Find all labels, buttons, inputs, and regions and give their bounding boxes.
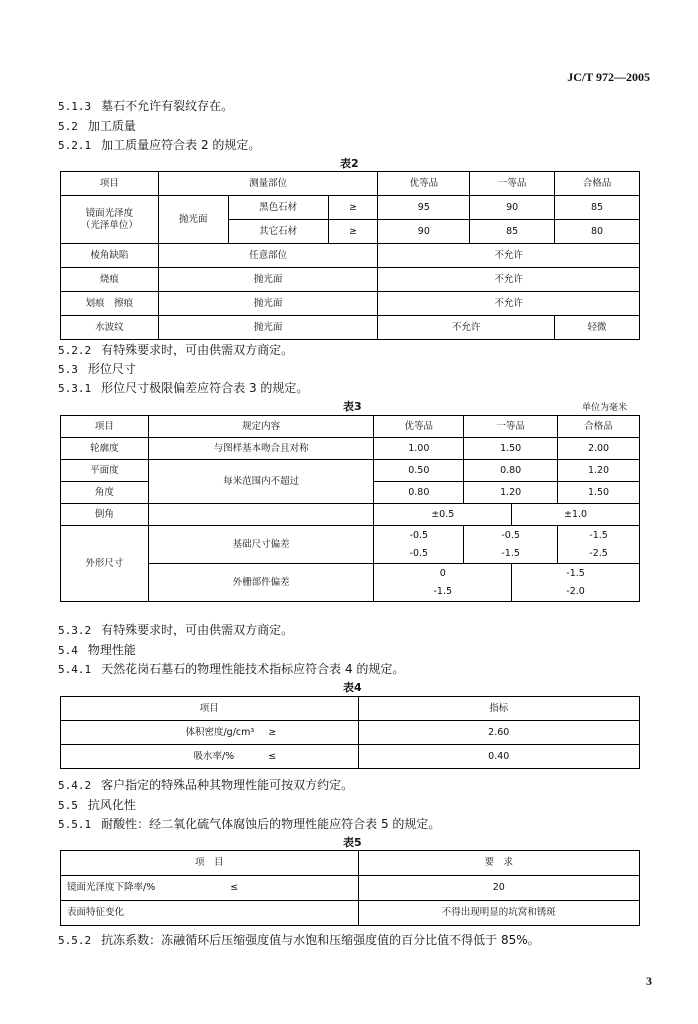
paragraph-number: 5.4.1 xyxy=(58,663,92,676)
table2-caption: 表2 xyxy=(340,157,359,170)
contour-content: 与图样基本吻合且对称 xyxy=(148,438,374,460)
paragraph-5-2-2 xyxy=(58,341,293,358)
row-value: 不允许 xyxy=(378,268,640,292)
paragraph-number: 5.4.2 xyxy=(58,779,92,792)
density-value: 2.60 xyxy=(358,721,639,745)
value-cell: -1.5 xyxy=(512,564,640,583)
value-cell: 2.00 xyxy=(558,438,640,460)
header-premium: 优等品 xyxy=(378,172,470,196)
paragraph-text: 加工质量应符合表 2 的规定。 xyxy=(101,138,261,152)
table5-caption: 表5 xyxy=(343,836,362,849)
paragraph-number: 5.3 xyxy=(58,363,78,376)
header-first-class: 一等品 xyxy=(470,172,555,196)
paragraph-text: 形位尺寸 xyxy=(87,362,136,376)
paragraph-text: 形位尺寸极限偏差应符合表 3 的规定。 xyxy=(101,381,309,395)
gloss-label-line1: 镜面光泽度 xyxy=(85,208,134,220)
value-cell: 95 xyxy=(378,196,470,220)
document-code: JC/T 972—2005 xyxy=(567,70,650,84)
value-cell: 90 xyxy=(378,220,470,244)
operator-ge: ≥ xyxy=(328,220,378,244)
header-qualified: 合格品 xyxy=(555,172,640,196)
value-cell: 0 xyxy=(374,564,512,583)
table-2 xyxy=(60,171,640,340)
value-cell: 1.50 xyxy=(558,482,640,504)
paragraph-number: 5.5.1 xyxy=(58,818,92,831)
value-cell: -2.0 xyxy=(512,583,640,602)
operator-le: ≤ xyxy=(260,745,358,769)
absorption-name: 吸水率/% xyxy=(61,745,261,769)
row-item: 水波纹 xyxy=(61,316,159,340)
header-first-class: 一等品 xyxy=(464,416,558,438)
paragraph-text: 耐酸性：经二氧化硫气体腐蚀后的物理性能应符合表 5 的规定。 xyxy=(101,817,441,831)
paragraph-number: 5.5 xyxy=(58,799,78,812)
table4-caption: 表4 xyxy=(343,681,362,694)
header-requirement: 要 求 xyxy=(358,851,639,876)
table-4 xyxy=(60,696,640,769)
paragraph-text: 天然花岗石墓石的物理性能技术指标应符合表 4 的规定。 xyxy=(101,662,405,676)
surface-change-value: 不得出现明显的坑窝和锈斑 xyxy=(358,901,639,926)
table-5 xyxy=(60,850,640,926)
value-cell: -1.5 xyxy=(558,526,640,545)
chamfer-value-a: ±0.5 xyxy=(374,504,512,526)
paragraph-text: 有特殊要求时，可由供需双方商定。 xyxy=(101,623,294,637)
header-premium: 优等品 xyxy=(374,416,464,438)
absorption-value: 0.40 xyxy=(358,745,639,769)
gloss-drop-value: 20 xyxy=(358,876,639,901)
flatness-item: 平面度 xyxy=(61,460,149,482)
value-cell: 0.80 xyxy=(374,482,464,504)
paragraph-number: 5.2 xyxy=(58,120,78,133)
value-cell: 85 xyxy=(470,220,555,244)
row-item: 烧痕 xyxy=(61,268,159,292)
paragraph-number: 5.5.2 xyxy=(58,934,92,947)
value-cell: -0.5 xyxy=(374,545,464,564)
heading-5-5 xyxy=(58,796,136,813)
value-cell: -0.5 xyxy=(374,526,464,545)
polished-surface-cell: 抛光面 xyxy=(158,196,228,244)
table3-caption: 表3 xyxy=(343,400,362,413)
header-item: 项目 xyxy=(61,416,149,438)
paragraph-number: 5.2.1 xyxy=(58,139,92,152)
fence-part-label: 外栅部件偏差 xyxy=(148,564,374,602)
row-part: 任意部位 xyxy=(158,244,378,268)
value-cell: -1.5 xyxy=(464,545,558,564)
paragraph-text: 加工质量 xyxy=(87,119,136,133)
heading-5-4 xyxy=(58,641,136,658)
operator-le: ≤ xyxy=(200,876,358,901)
value-cell: 0.80 xyxy=(464,460,558,482)
paragraph-text: 客户指定的特殊品种其物理性能可按双方约定。 xyxy=(101,778,354,792)
row-part: 抛光面 xyxy=(158,268,378,292)
paragraph-number: 5.2.2 xyxy=(58,344,92,357)
operator-ge: ≥ xyxy=(328,196,378,220)
paragraph-number: 5.3.2 xyxy=(58,624,92,637)
gloss-drop-name: 镜面光泽度下降率/% xyxy=(61,876,201,901)
stone-type-black: 黑色石材 xyxy=(228,196,328,220)
row-item: 划痕 擦痕 xyxy=(61,292,159,316)
header-measure-part: 测量部位 xyxy=(158,172,378,196)
base-size-label: 基础尺寸偏差 xyxy=(148,526,374,564)
paragraph-5-3-2 xyxy=(58,621,293,638)
header-item: 项 目 xyxy=(61,851,359,876)
paragraph-number: 5.4 xyxy=(58,644,78,657)
value-cell: -0.5 xyxy=(464,526,558,545)
row-item: 棱角缺陷 xyxy=(61,244,159,268)
gloss-label xyxy=(61,196,159,244)
value-cell: 0.50 xyxy=(374,460,464,482)
contour-item: 轮廓度 xyxy=(61,438,149,460)
paragraph-5-5-1 xyxy=(58,815,440,832)
row-value-b: 轻微 xyxy=(555,316,640,340)
value-cell: 1.20 xyxy=(558,460,640,482)
paragraph-number: 5.1.3 xyxy=(58,100,92,113)
outer-size-item: 外形尺寸 xyxy=(61,526,149,602)
value-cell: -1.5 xyxy=(374,583,512,602)
header-item: 项目 xyxy=(61,172,159,196)
value-cell: 1.20 xyxy=(464,482,558,504)
paragraph-text: 有特殊要求时，可由供需双方商定。 xyxy=(101,343,294,357)
header-item: 项目 xyxy=(61,697,359,721)
stone-type-other: 其它石材 xyxy=(228,220,328,244)
paragraph-5-4-1 xyxy=(58,660,404,677)
paragraph-text: 抗风化性 xyxy=(87,798,136,812)
value-cell: 1.50 xyxy=(464,438,558,460)
heading-5-2 xyxy=(58,117,136,134)
angle-item: 角度 xyxy=(61,482,149,504)
density-name: 体积密度/g/cm³ xyxy=(61,721,261,745)
paragraph-text: 墓石不允许有裂纹存在。 xyxy=(101,99,234,113)
gloss-label-line2: （光泽单位） xyxy=(80,219,138,231)
value-cell: 80 xyxy=(555,220,640,244)
header-index: 指标 xyxy=(358,697,639,721)
surface-change-name: 表面特征变化 xyxy=(61,901,359,926)
row-value: 不允许 xyxy=(378,292,640,316)
value-cell: 90 xyxy=(470,196,555,220)
table-3 xyxy=(60,415,640,602)
paragraph-5-3-1 xyxy=(58,379,308,396)
value-cell: 85 xyxy=(555,196,640,220)
chamfer-item: 倒角 xyxy=(61,504,149,526)
operator-ge: ≥ xyxy=(260,721,358,745)
header-content: 规定内容 xyxy=(148,416,374,438)
heading-5-3 xyxy=(58,360,136,377)
row-value-a: 不允许 xyxy=(378,316,555,340)
paragraph-number: 5.3.1 xyxy=(58,382,92,395)
chamfer-content xyxy=(148,504,374,526)
table3-unit: 单位为毫米 xyxy=(582,403,628,413)
paragraph-text: 物理性能 xyxy=(87,643,136,657)
value-cell: -2.5 xyxy=(558,545,640,564)
row-part: 抛光面 xyxy=(158,316,378,340)
row-value: 不允许 xyxy=(378,244,640,268)
paragraph-5-4-2 xyxy=(58,776,353,793)
page-number: 3 xyxy=(646,974,652,988)
paragraph-text: 抗冻系数：冻融循环后压缩强度值与水饱和压缩强度值的百分比值不得低于 85%。 xyxy=(101,933,540,947)
chamfer-value-b: ±1.0 xyxy=(512,504,640,526)
per-meter-content: 每米范围内不超过 xyxy=(148,460,374,504)
value-cell: 1.00 xyxy=(374,438,464,460)
header-qualified: 合格品 xyxy=(558,416,640,438)
paragraph-5-5-2 xyxy=(58,931,540,948)
paragraph-5-2-1 xyxy=(58,136,260,153)
paragraph-5-1-3 xyxy=(58,97,233,114)
row-part: 抛光面 xyxy=(158,292,378,316)
